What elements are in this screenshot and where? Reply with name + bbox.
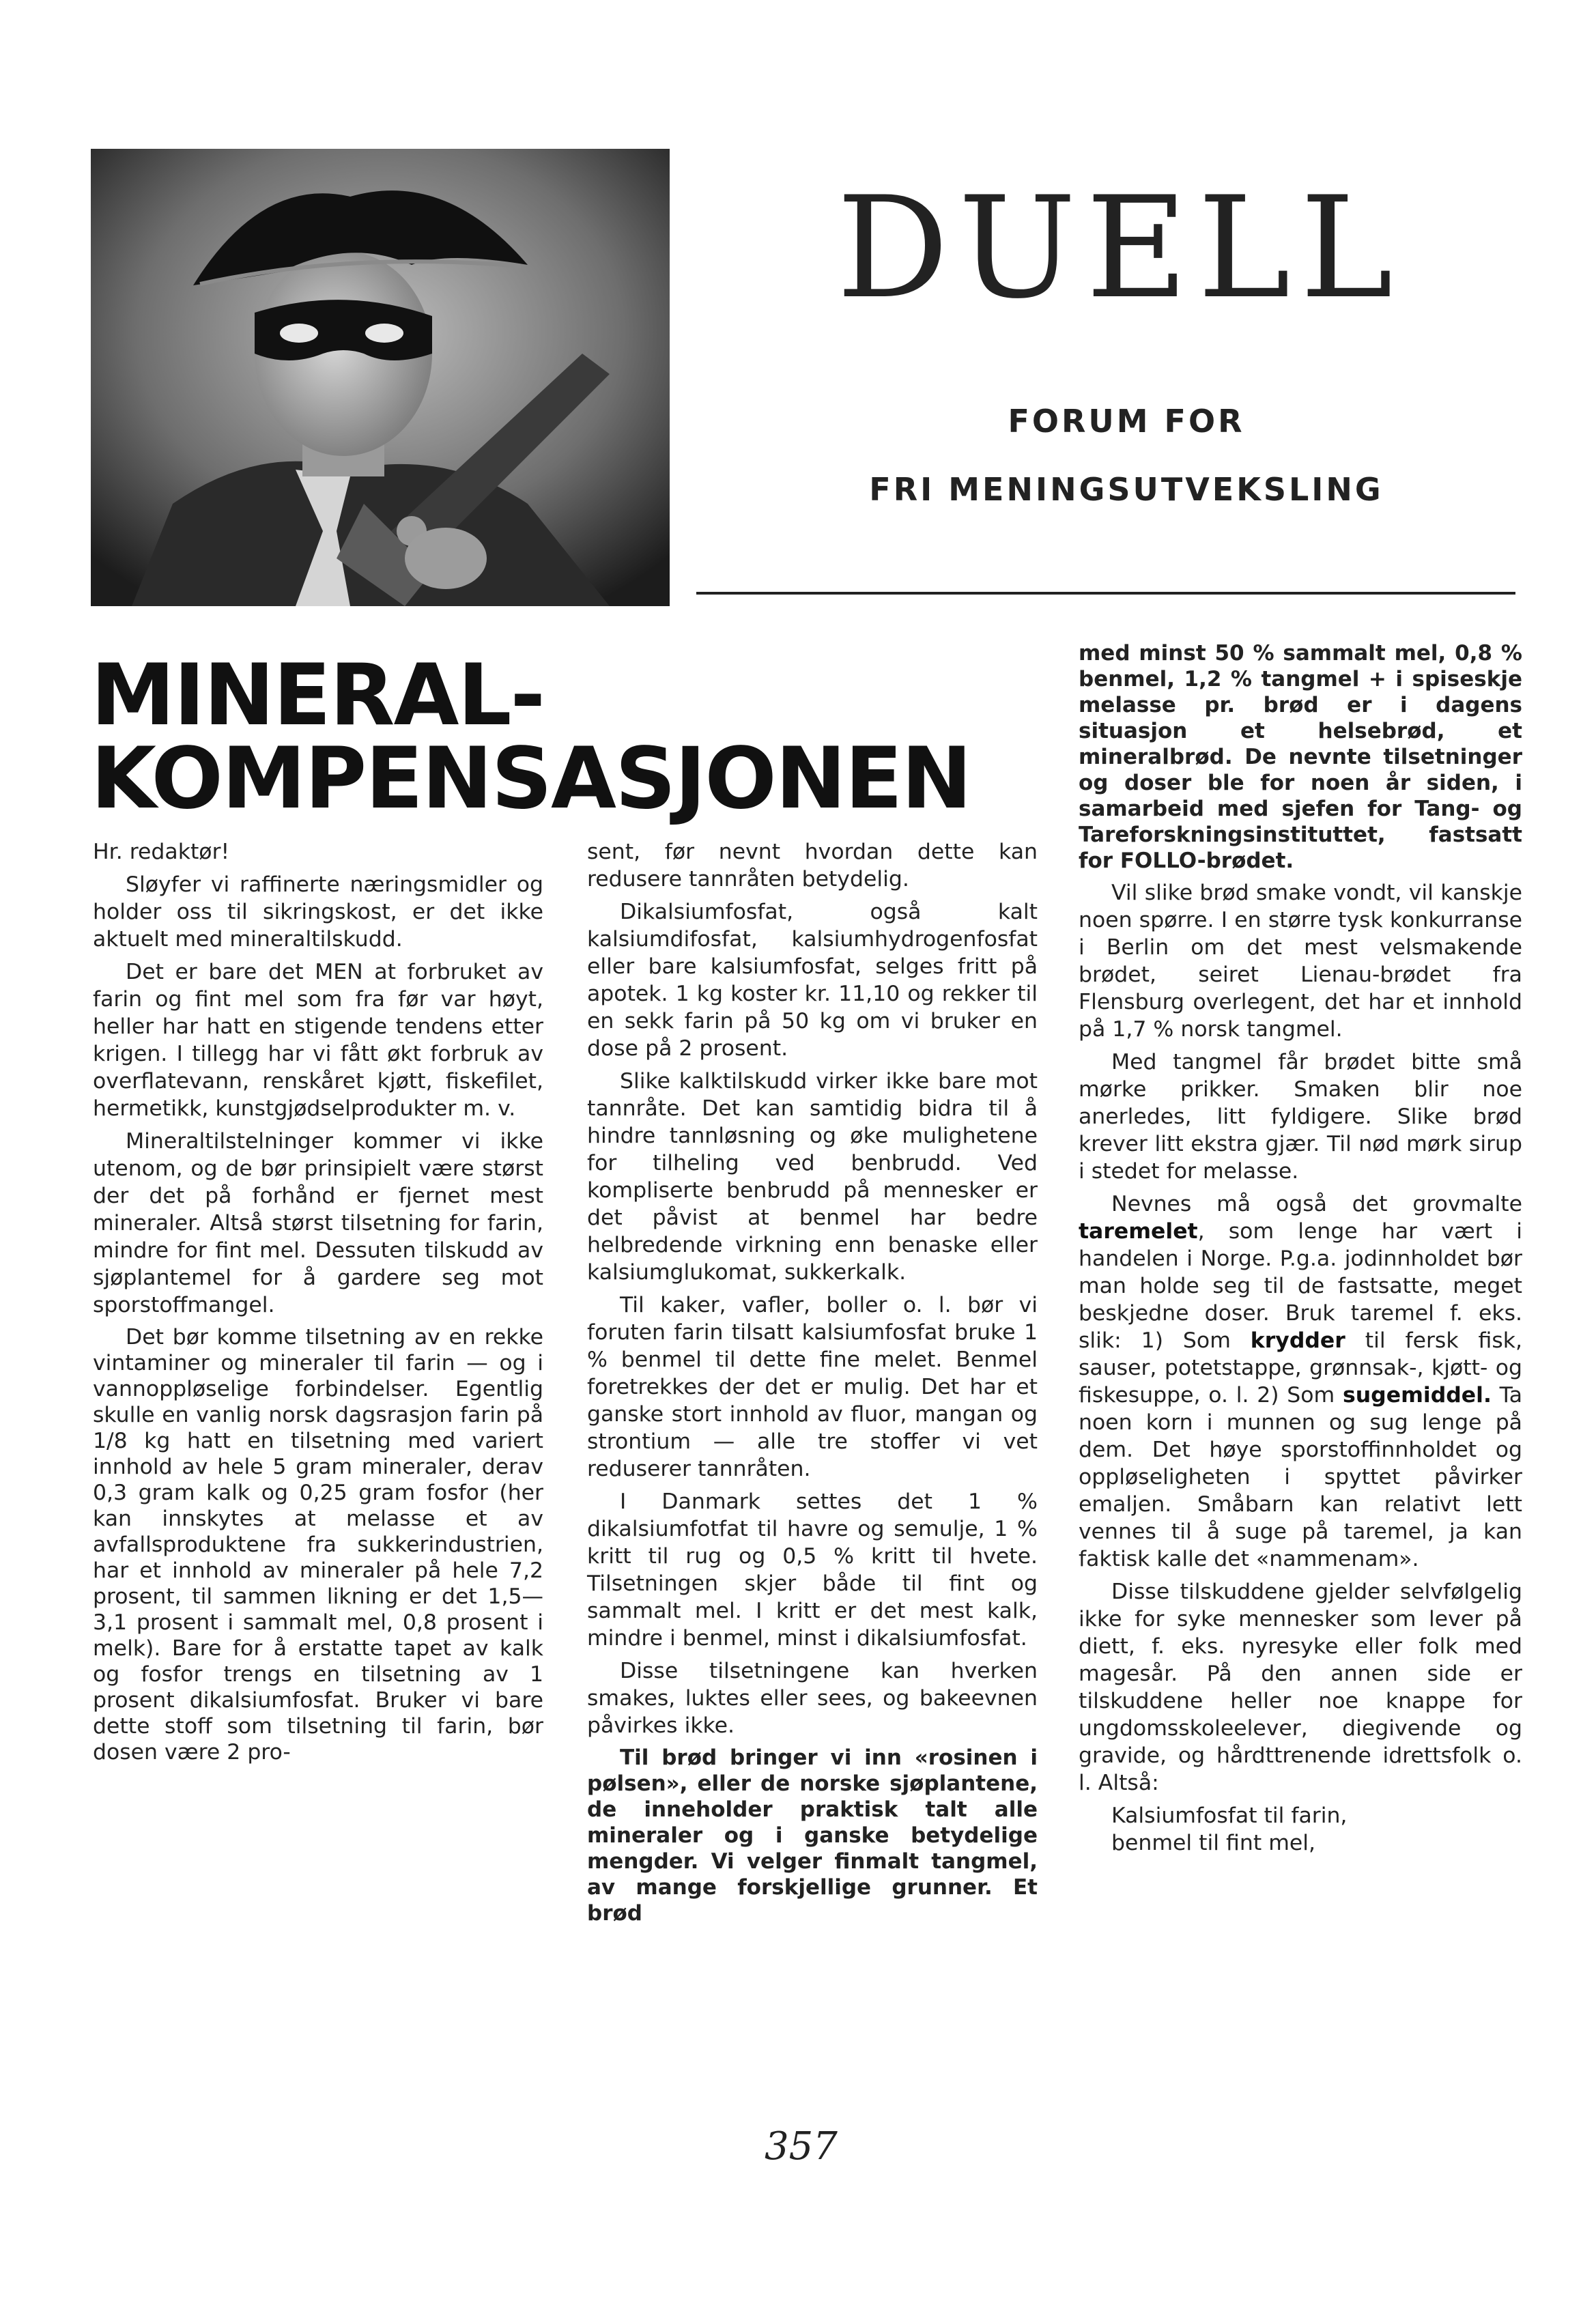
paragraph: Dikalsiumfosfat, også kalt kalsiumdifosfat, kalsiumhydrogenfosfat eller bare kalsiumfosfat, selges fritt på apotek. 1 kg koster kr. 11,10 og rekker til en sekk farin på 50 kg om vi bruker en dose på 2 prosent. (587, 900, 1038, 1061)
paragraph: Slike kalktilskudd virker ikke bare mot tannråte. Det kan samtidig bidra til å hindre tannløsning og øke mulighetene for tilheling ved benbrudd. Ved kompliserte benbrudd på mennesker er det påvist at benmel har bedre helbredende virkning enn benaske eller kalsiumglukomat, sukkerkalk. (587, 1069, 1038, 1285)
article-headline (91, 646, 971, 828)
paragraph: I Danmark settes det 1 % dikalsiumfotfat til havre og semulje, 1 % kritt til rug og 0,5 % kritt til hvete. Tilsetningen skjer både til fint og sammalt mel. I kritt er det mest kalk, mindre i benmel, minst i dikalsiumfosfat. (587, 1489, 1038, 1651)
bold-paragraph: Til brød bringer vi inn «rosinen i pølsen», eller de norske sjøplantene, de inneholder praktisk talt alle mineraler og i ganske betydelige mengder. Vi velger finmalt tangmel, av mange forskjellige grunner. Et brød (587, 1745, 1038, 1926)
masthead-subtitle-line1: FORUM FOR (1008, 403, 1245, 440)
article-column-3 (1079, 640, 1522, 1857)
emphasis-taremelet: taremelet (1079, 1219, 1198, 1244)
article-column-2 (587, 838, 1038, 1932)
article-column-1 (93, 838, 543, 1771)
list-item: benmel til fint mel, (1111, 1831, 1316, 1855)
masthead-divider (696, 592, 1515, 595)
masthead-title: DUELL (836, 167, 1403, 330)
text-run: Ta noen korn i munnen og sug lenge på dem. Det høye sporstoffinnholdet og oppløseligheten i spyttet påvirker emaljen. Småbarn kan relativt lett vennes til å suge på taremel, ja kan faktisk kalle det «nammenam». (1079, 1383, 1523, 1571)
paragraph: sent, før nevnt hvordan dette kan redusere tannråten betydelig. (587, 840, 1038, 891)
headline-line2: KOMPENSASJONEN (91, 730, 971, 828)
paragraph (1079, 1190, 1522, 1573)
paragraph: Sløyfer vi raffinerte næringsmidler og holder oss til sikringskost, er det ikke aktuelt med mineraltilskudd. (93, 872, 543, 952)
masthead-subtitle-line2: FRI MENINGSUTVEKSLING (869, 471, 1384, 508)
text-run: , som lenge har vært i handelen i Norge. P.g.a. jodinnholdet bør man holde seg til de fastsatte, meget beskjedne doser. Bruk taremel f. eks. slik: 1) Som (1079, 1219, 1522, 1353)
paragraph: Vil slike brød smake vondt, vil kanskje noen spørre. I en større tysk konkurranse i Berlin om det mest velsmakende brødet, seiret Lienau-brødet fra Flensburg overlegent, det har et innhold på 1,7 % norsk tangmel. (1079, 881, 1522, 1042)
text-run: til fersk fisk, sauser, potetstappe, grønnsak-, kjøtt- og fiskesuppe, o. l. 2) Som (1079, 1328, 1522, 1408)
page-number: 357 (765, 2124, 838, 2169)
list-item: Kalsiumfosfat til farin, (1111, 1803, 1348, 1828)
paragraph: Med tangmel får brødet bitte små mørke prikker. Smaken blir noe anerledes, litt fyldigere. Slike brød krever litt ekstra gjær. Til nød mørk sirup i stedet for melasse. (1079, 1050, 1522, 1184)
masked-man-photo (91, 149, 670, 606)
emphasis-krydder: krydder (1250, 1328, 1345, 1353)
masked-man-illustration (91, 149, 670, 606)
salutation: Hr. redaktør! (93, 840, 230, 864)
paragraph: Mineraltilstelninger kommer vi ikke utenom, og de bør prinsipielt være størst der det på forhånd er fjernet mest mineraler. Altså størst tilsetning for farin, mindre for fint mel. Dessuten tilskudd av sjøplantemel for å gardere seg mot sporstoffmangel. (93, 1129, 543, 1317)
emphasis-sugemiddel: sugemiddel. (1343, 1383, 1492, 1408)
paragraph: Det er bare det MEN at forbruket av farin og fint mel som fra før var høyt, heller har hatt en stigende tendens etter krigen. I tillegg har vi fått økt forbruk av overflatevann, renskåret kjøtt, fiskefilet, hermetikk, kunstgjødselprodukter m. v. (93, 960, 543, 1121)
paragraph: Disse tilsetningene kan hverken smakes, luktes eller sees, og bakeevnen påvirkes ikke. (587, 1659, 1038, 1738)
headline-line1: MINERAL- (91, 646, 544, 745)
bold-paragraph: med minst 50 % sammalt mel, 0,8 % benmel, 1,2 % tangmel + i spiseskje melasse pr. brød er i dagens situasjon et helsebrød, et mineralbrød. De nevnte tilsetninger og doser ble for noen år siden, i samarbeid med sjefen for Tang- og Tareforskningsinstituttet, fastsatt for FOLLO-brødet. (1079, 641, 1522, 873)
paragraph: Det bør komme tilsetning av en rekke vintaminer og mineraler til farin — og i vannoppløselige forbindelser. Egentlig skulle en vanlig norsk dagsrasjon farin på 1/8 kg hatt en tilsetning med variert innhold av hele 5 gram mineraler, derav 0,3 gram kalk og 0,25 gram fosfor (her kan innskytes at melasse et av avfallsproduktene fra sukkerindustrien, har et innhold av mineraler på hele 7,2 prosent, til sammen likning er det 1,5—3,1 prosent i sammalt mel, 0,8 prosent i melk). Bare for å erstatte tapet av kalk og fosfor trengs en tilsetning av 1 prosent dikalsiumfosfat. Bruker vi bare dette stoff som tilsetning til farin, bør dosen være 2 pro- (93, 1325, 543, 1765)
paragraph: Til kaker, vafler, boller o. l. bør vi foruten farin tilsatt kalsiumfosfat bruke 1 % benmel til dette fine melet. Benmel foretrekkes der det er mulig. Det har et ganske stort innhold av fluor, mangan og strontium — alle tre stoffer vi vet reduserer tannråten. (587, 1293, 1038, 1481)
text-run: Nevnes må også det grovmalte (1111, 1192, 1522, 1216)
paragraph: Disse tilskuddene gjelder selvfølgelig ikke for syke mennesker som lever på diett, f. eks. nyresyke eller folk med magesår. På den annen side er tilskuddene heller noe knappe for ungdomsskoleelever, diegivende og gravide, og hårdttrenende idrettsfolk o. l. Altså: (1079, 1580, 1522, 1795)
